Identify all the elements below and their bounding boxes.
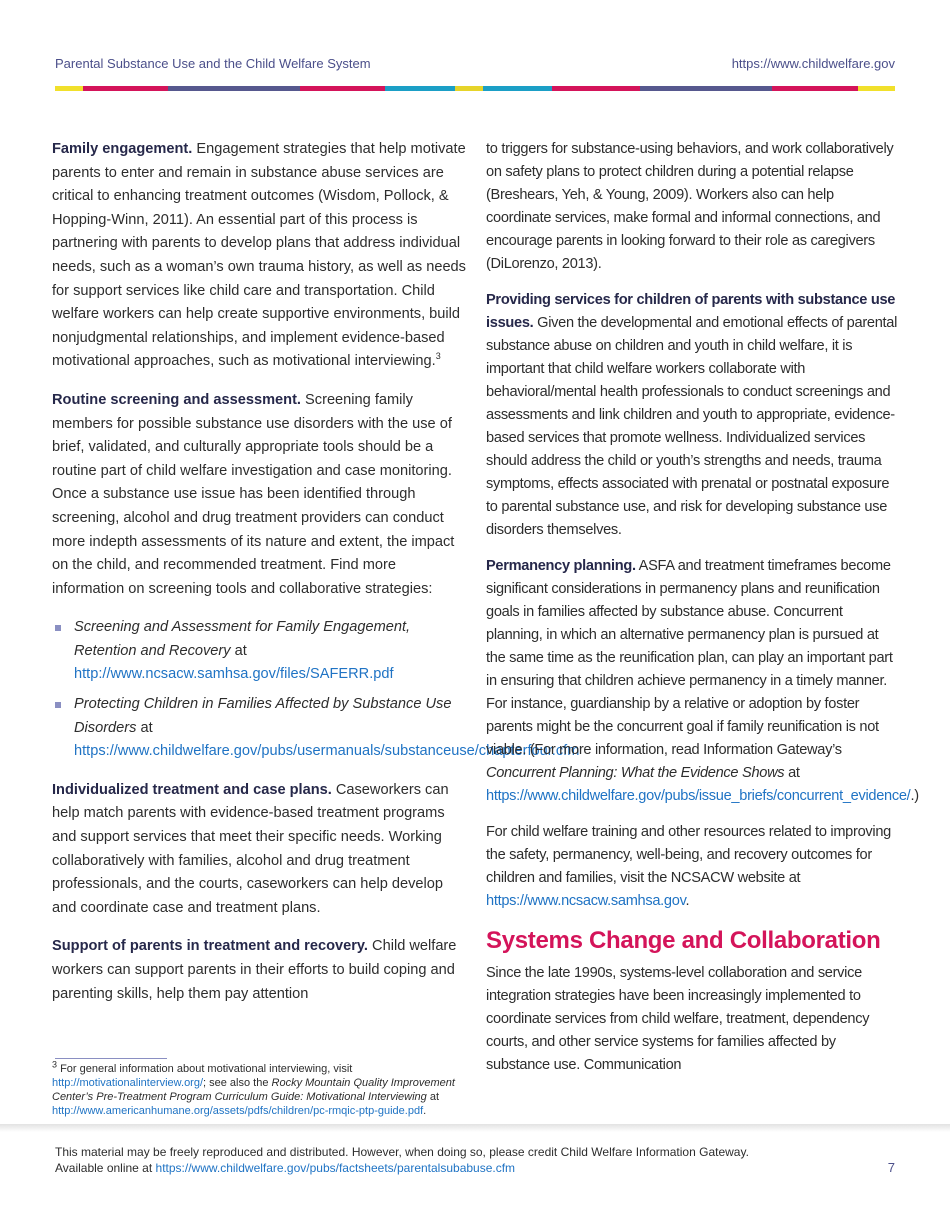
paragraph xyxy=(486,821,900,913)
text-run: Concurrent Planning: What the Evidence Shows xyxy=(486,765,785,781)
text-run: at xyxy=(136,719,153,736)
paragraph xyxy=(52,935,468,1006)
link[interactable]: https://www.childwelfare.gov/pubs/issue_briefs/concurrent_evidence/ xyxy=(486,788,911,804)
footer-link[interactable]: https://www.childwelfare.gov/pubs/factsheets/parentalsubabuse.cfm xyxy=(155,1161,516,1175)
list-item xyxy=(52,616,468,687)
text-run: . xyxy=(685,893,690,909)
text-run: Protecting Children in Families Affected by Substance Use Disorders xyxy=(74,696,452,736)
section-heading xyxy=(486,926,900,956)
paragraph xyxy=(52,389,468,601)
paragraph-lead: Individualized treatment and case plans. xyxy=(52,781,332,798)
paragraph xyxy=(486,555,919,808)
right-column xyxy=(486,138,919,1090)
text-run: Engagement strategies that help motivate parents to enter and remain in substance abuse services are critical to enhancing treatment outcomes (Wisdom, Pollock, & Hopping-Winn, 2011). An essential part of this process is partnering with parents to develop plans that address individual needs, such as a woman’s own trauma history, as well as needs for support services like child care and transportation. Child welfare workers can help create supportive environments, build nonjudgmental relationships, and implement evidence-based motivational approaches, such as motivational interviewing. xyxy=(52,141,466,370)
text-run: ) xyxy=(914,788,919,804)
text-run: ASFA and treatment timeframes become significant considerations in permanency plans and reunification goals in families affected by substance abuse. Concurrent planning, in which an alternative permanency plan is pursued at the same time as the reunification plan, can play an important part in ensuring that children achieve permanency in a timely manner. For instance, guardianship by a relative or adoption by foster parents might be the concurrent goal if family reunification is not viable. (For more information, read Information Gateway’s xyxy=(486,558,893,758)
text-run: Since the late 1990s, systems-level collaboration and service integration strategies have been increasingly implemented to coordinate services from child welfare, treatment, dependency courts, and other service systems for families affected by substance use. Communication xyxy=(486,965,870,1073)
footnote xyxy=(52,1059,468,1118)
header-title: Parental Substance Use and the Child Welfare System xyxy=(55,56,371,71)
link[interactable]: http://motivationalinterview.org/ xyxy=(52,1077,204,1089)
link[interactable]: https://www.childwelfare.gov/pubs/usermanuals/substanceuse/chapterfour.cfm xyxy=(74,743,580,760)
text-run: Given the developmental and emotional effects of parental substance abuse on children and youth in child welfare, it is important that child welfare workers collaborate with behavioral/mental health professionals to conduct screenings and assessments and link children and youth to appropriate, evidence-based services that promote wellness. Individualized services should address the child or youth’s strengths and needs, trauma symptoms, effects associated with prenatal or postnatal exposure to parental substance use, and risk for developing substance use disorders themselves. xyxy=(486,315,898,538)
paragraph-lead: Routine screening and assessment. xyxy=(52,391,301,408)
text-run: Caseworkers can help match parents with evidence-based treatment programs and support services that meet their specific needs. Working collaboratively with families, alcohol and drug treatment professionals, and the courts, caseworkers can help develop and coordinate case and treatment plans. xyxy=(52,781,449,916)
paragraph xyxy=(52,779,468,921)
text-run: . xyxy=(910,788,915,804)
paragraph-lead: Providing services for children of parents with substance use issues. xyxy=(486,292,896,331)
paragraph xyxy=(486,962,900,1077)
text-run: at xyxy=(230,642,247,659)
color-bar xyxy=(55,86,895,91)
bullet-list xyxy=(52,616,580,764)
footer xyxy=(55,1144,749,1176)
header-url[interactable]: https://www.childwelfare.gov xyxy=(731,56,895,71)
paragraph-lead: Support of parents in treatment and recovery. xyxy=(52,938,368,955)
footer-divider xyxy=(0,1124,950,1132)
footer-line1: This material may be freely reproduced and distributed. However, when doing so, please credit Child Welfare Information Gateway. xyxy=(55,1145,749,1159)
text-run: Rocky Mountain Quality Improvement Center’s Pre-Treatment Program Curriculum Guide: Motivational Interviewing xyxy=(52,1077,455,1103)
text-run: Child welfare workers can support parents in their efforts to build coping and parenting skills, help them pay attention xyxy=(52,938,457,1002)
text-run: to triggers for substance-using behaviors, and work collaboratively on safety plans to protect children during a potential relapse (Breshears, Yeh, & Young, 2009). Workers also can help coordinate services, make formal and informal connections, and encourage parents in looking forward to their role as caregivers (DiLorenzo, 2013). xyxy=(486,141,894,272)
footnote-rule xyxy=(55,1058,167,1059)
link[interactable]: http://www.ncsacw.samhsa.gov/files/SAFERR.pdf xyxy=(74,666,394,683)
text-run: Systems Change and Collaboration xyxy=(486,927,881,954)
text-run: Screening family members for possible substance use disorders with the use of brief, validated, and culturally appropriate tools should be a routine part of child welfare investigation and case monitoring. Once a substance use issue has been identified through screening, alcohol and drug treatment providers can conduct more indepth assessments of its nature and extent, the impact on the child, and recommended treatment. Find more information on screening tools and collaborative strategies: xyxy=(52,391,455,597)
page-number: 7 xyxy=(887,1160,895,1175)
paragraph xyxy=(52,138,468,374)
footer-prefix: Available online at xyxy=(55,1161,156,1175)
text-run: at xyxy=(426,1091,439,1103)
footnote-marker: 3 xyxy=(52,1059,58,1070)
text-run: . xyxy=(423,1105,427,1117)
link[interactable]: https://www.ncsacw.samhsa.gov xyxy=(486,893,686,909)
text-run: ; see also the xyxy=(203,1077,272,1089)
text-run: Screening and Assessment for Family Engagement, Retention and Recovery xyxy=(74,619,411,659)
text-run: at xyxy=(784,765,800,781)
paragraph xyxy=(486,289,900,542)
paragraph-lead: Permanency planning. xyxy=(486,558,636,574)
text-run: For general information about motivational interviewing, visit xyxy=(57,1063,353,1075)
paragraph-lead: Family engagement. xyxy=(52,141,193,157)
footnote-marker: 3 xyxy=(435,351,441,362)
text-run: For child welfare training and other resources related to improving the safety, permanency, well-being, and recovery outcomes for children and families, visit the NCSACW website at xyxy=(486,824,891,886)
link[interactable]: http://www.americanhumane.org/assets/pdfs/children/pc-rmqic-ptp-guide.pdf xyxy=(52,1105,424,1117)
paragraph xyxy=(486,138,900,276)
list-item xyxy=(52,693,580,764)
